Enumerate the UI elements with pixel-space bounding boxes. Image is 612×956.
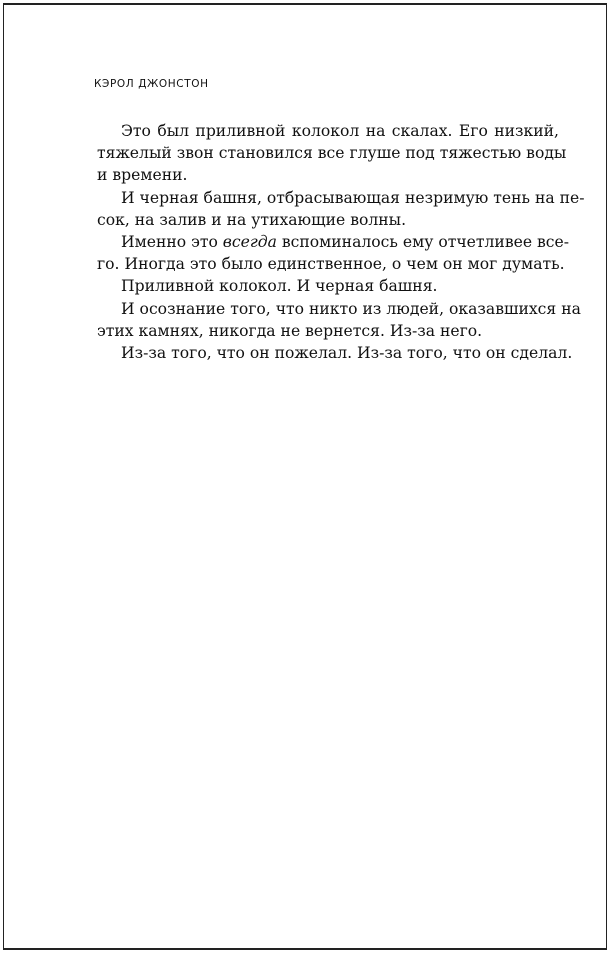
paragraph-5-line-2: этих камнях, никогда не вернется. Из-за него. <box>97 321 483 340</box>
paragraph-5-line-1: И осознание того, что никто из людей, оказавшихся на <box>121 299 581 318</box>
paragraph-3-text-start: Именно это <box>121 232 223 251</box>
body-text <box>97 120 585 364</box>
paragraph-4-line-1: Приливной колокол. И черная башня. <box>121 277 438 296</box>
paragraph-3-text-end: вспоминалось ему отчетливее все- <box>276 232 570 251</box>
paragraph-3-line-1 <box>97 231 570 253</box>
paragraph-2-line-2: сок, на залив и на утихающие волны. <box>97 210 407 229</box>
paragraph-2-line-1: И черная башня, отбрасывающая незримую тень на пе- <box>121 188 585 207</box>
running-head-author: КЭРОЛ ДЖОНСТОН <box>94 78 209 90</box>
paragraph-1-line-1: Это был приливной колокол на скалах. Его низкий, <box>121 122 559 140</box>
paragraph-6-line-1: Из-за того, что он пожелал. Из-за того, что он сделал. <box>121 343 573 362</box>
italic-emphasis: всегда <box>222 232 277 251</box>
paragraph-3-line-2: го. Иногда это было единственное, о чем он мог думать. <box>97 255 565 274</box>
paragraph-1-line-3: и времени. <box>97 166 188 185</box>
book-page <box>3 3 607 950</box>
paragraph-1-line-2: тяжелый звон становился все глуше под тяжестью воды <box>97 144 567 163</box>
